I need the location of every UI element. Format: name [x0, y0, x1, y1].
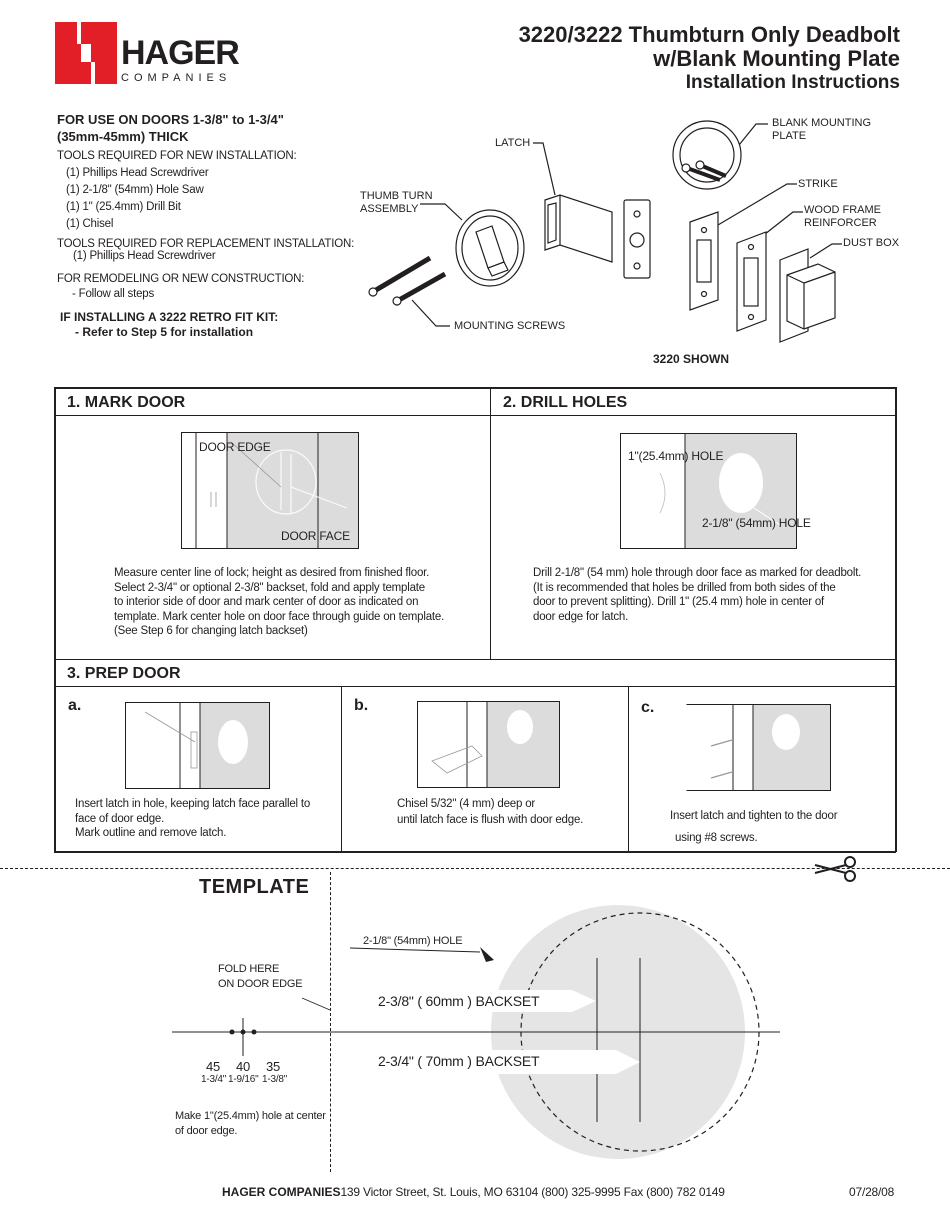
tools-new-heading: TOOLS REQUIRED FOR NEW INSTALLATION: [57, 150, 297, 162]
thumb-turn-label: THUMB TURN [360, 190, 433, 202]
blank-plate-label: BLANK MOUNTING [772, 117, 872, 129]
wood-frame-label-2: REINFORCER [804, 217, 877, 229]
template-hole-label: 2-1/8" (54mm) HOLE [363, 935, 463, 947]
step2-instructions [533, 566, 883, 624]
step2-heading: 2. DRILL HOLES [503, 394, 628, 411]
footer-address: 139 Victor Street, St. Louis, MO 63104 (800) 325-9995 Fax (800) 782 0149 [340, 1185, 725, 1199]
model-shown-label: 3220 SHOWN [653, 352, 730, 366]
center-hole-note-2: of door edge. [175, 1125, 238, 1137]
chisel-illustration [417, 701, 560, 788]
door-edge-label: DOOR EDGE [199, 440, 271, 454]
step3a-line: face of door edge. [75, 812, 165, 825]
remodel-item: - Follow all steps [72, 288, 155, 300]
scissors-icon [813, 856, 859, 882]
center-hole-note: Make 1"(25.4mm) hole at center [175, 1110, 326, 1122]
hager-logo-name: HAGER [121, 34, 239, 72]
large-hole-label: 2-1/8" (54mm) HOLE [702, 516, 811, 530]
thickness-45-in: 1-3/4" [201, 1074, 227, 1085]
step3b-label: b. [354, 697, 369, 714]
step3c-line: using #8 screws. [675, 832, 758, 844]
step1-line: Measure center line of lock; height as desired from finished floor. [114, 567, 430, 579]
tighten-latch-illustration [686, 704, 831, 791]
step2-line: (It is recommended that holes be drilled from both sides of the [533, 581, 836, 594]
step3c-label: c. [641, 699, 655, 716]
step1-line: template. Mark center hole on door face through guide on template. [114, 610, 445, 623]
step1-line: Select 2-3/4" or optional 2-3/8" backset, fold and apply template [114, 581, 425, 594]
door-thickness-line2: (35mm-45mm) THICK [57, 129, 189, 144]
insert-latch-illustration [125, 702, 270, 789]
tools-new-item: (1) 1" (25.4mm) Drill Bit [66, 201, 181, 213]
thickness-35-in: 1-3/8" [262, 1074, 288, 1085]
template-heading: TEMPLATE [199, 876, 310, 898]
backset-70-label: 2-3/4" ( 70mm ) BACKSET [378, 1053, 540, 1069]
step3a-label: a. [68, 697, 82, 714]
retrofit-item: - Refer to Step 5 for installation [75, 325, 254, 339]
remodel-heading: FOR REMODELING OR NEW CONSTRUCTION: [57, 273, 305, 285]
mounting-screws-label: MOUNTING SCREWS [454, 320, 566, 332]
tools-new-item: (1) 2-1/8" (54mm) Hole Saw [66, 184, 204, 196]
blank-plate-label-2: PLATE [772, 130, 807, 142]
hager-logo [55, 22, 255, 86]
strike-label: STRIKE [798, 178, 838, 190]
tools-replacement-item: (1) Phillips Head Screwdriver [73, 250, 216, 262]
footer-contact [222, 1185, 725, 1199]
template-diagram [170, 900, 790, 1162]
step2-line: door edge for latch. [533, 610, 629, 623]
step3a-line: Mark outline and remove latch. [75, 827, 227, 839]
thumb-turn-label-2: ASSEMBLY [360, 203, 419, 215]
step3b-line: until latch face is flush with door edge. [397, 814, 584, 826]
step1-line: to interior side of door and mark center of door as indicated on [114, 596, 419, 608]
tools-new-item: (1) Phillips Head Screwdriver [66, 167, 209, 179]
step1-line: (See Step 6 for changing latch backset) [114, 625, 308, 637]
footer-date: 07/28/08 [849, 1185, 895, 1199]
step1-heading: 1. MARK DOOR [67, 394, 186, 411]
thickness-45-mm: 45 [206, 1059, 221, 1074]
small-hole-label: 1"(25.4mm) HOLE [628, 449, 724, 463]
retrofit-heading: IF INSTALLING A 3222 RETRO FIT KIT: [60, 310, 279, 324]
door-thickness-line1: FOR USE ON DOORS 1-3/8" to 1-3/4" [57, 112, 284, 127]
page-instructions-title: Installation Instructions [685, 72, 900, 93]
dust-box-label: DUST BOX [843, 237, 900, 249]
latch-label: LATCH [495, 137, 531, 149]
step3a-line: Insert latch in hole, keeping latch face parallel to [75, 798, 311, 810]
hager-logo-sub: COMPANIES [121, 72, 232, 84]
door-face-label: DOOR FACE [281, 529, 350, 543]
tools-replacement-heading: TOOLS REQUIRED FOR REPLACEMENT INSTALLATION: [57, 238, 355, 250]
page-title: 3220/3222 Thumbturn Only Deadbolt [518, 22, 900, 47]
footer-company: HAGER COMPANIES [222, 1185, 341, 1199]
step2-line: Drill 2-1/8" (54 mm) hole through door face as marked for deadbolt. [533, 567, 862, 579]
step3c-line: Insert latch and tighten to the door [670, 810, 838, 822]
step3b-line: Chisel 5/32" (4 mm) deep or [397, 798, 536, 810]
backset-60-label: 2-3/8" ( 60mm ) BACKSET [378, 993, 540, 1009]
wood-frame-label: WOOD FRAME [804, 204, 881, 216]
thickness-40-in: 1-9/16" [228, 1074, 259, 1085]
hager-logo-mark-icon [55, 22, 117, 84]
tools-new-item: (1) Chisel [66, 218, 114, 230]
page-subtitle: w/Blank Mounting Plate [653, 46, 900, 71]
thickness-40-mm: 40 [236, 1059, 251, 1074]
exploded-parts-illustration [355, 110, 915, 350]
thickness-35-mm: 35 [266, 1059, 281, 1074]
step3a-instructions [75, 797, 335, 841]
step3-heading: 3. PREP DOOR [67, 665, 181, 682]
fold-here-label-2: ON DOOR EDGE [218, 978, 303, 990]
step2-line: door to prevent splitting). Drill 1" (25.4 mm) hole in center of [533, 596, 825, 608]
step3b-instructions [397, 796, 617, 828]
step1-instructions [114, 566, 474, 639]
fold-here-label: FOLD HERE [218, 963, 280, 975]
cut-line [0, 868, 950, 869]
